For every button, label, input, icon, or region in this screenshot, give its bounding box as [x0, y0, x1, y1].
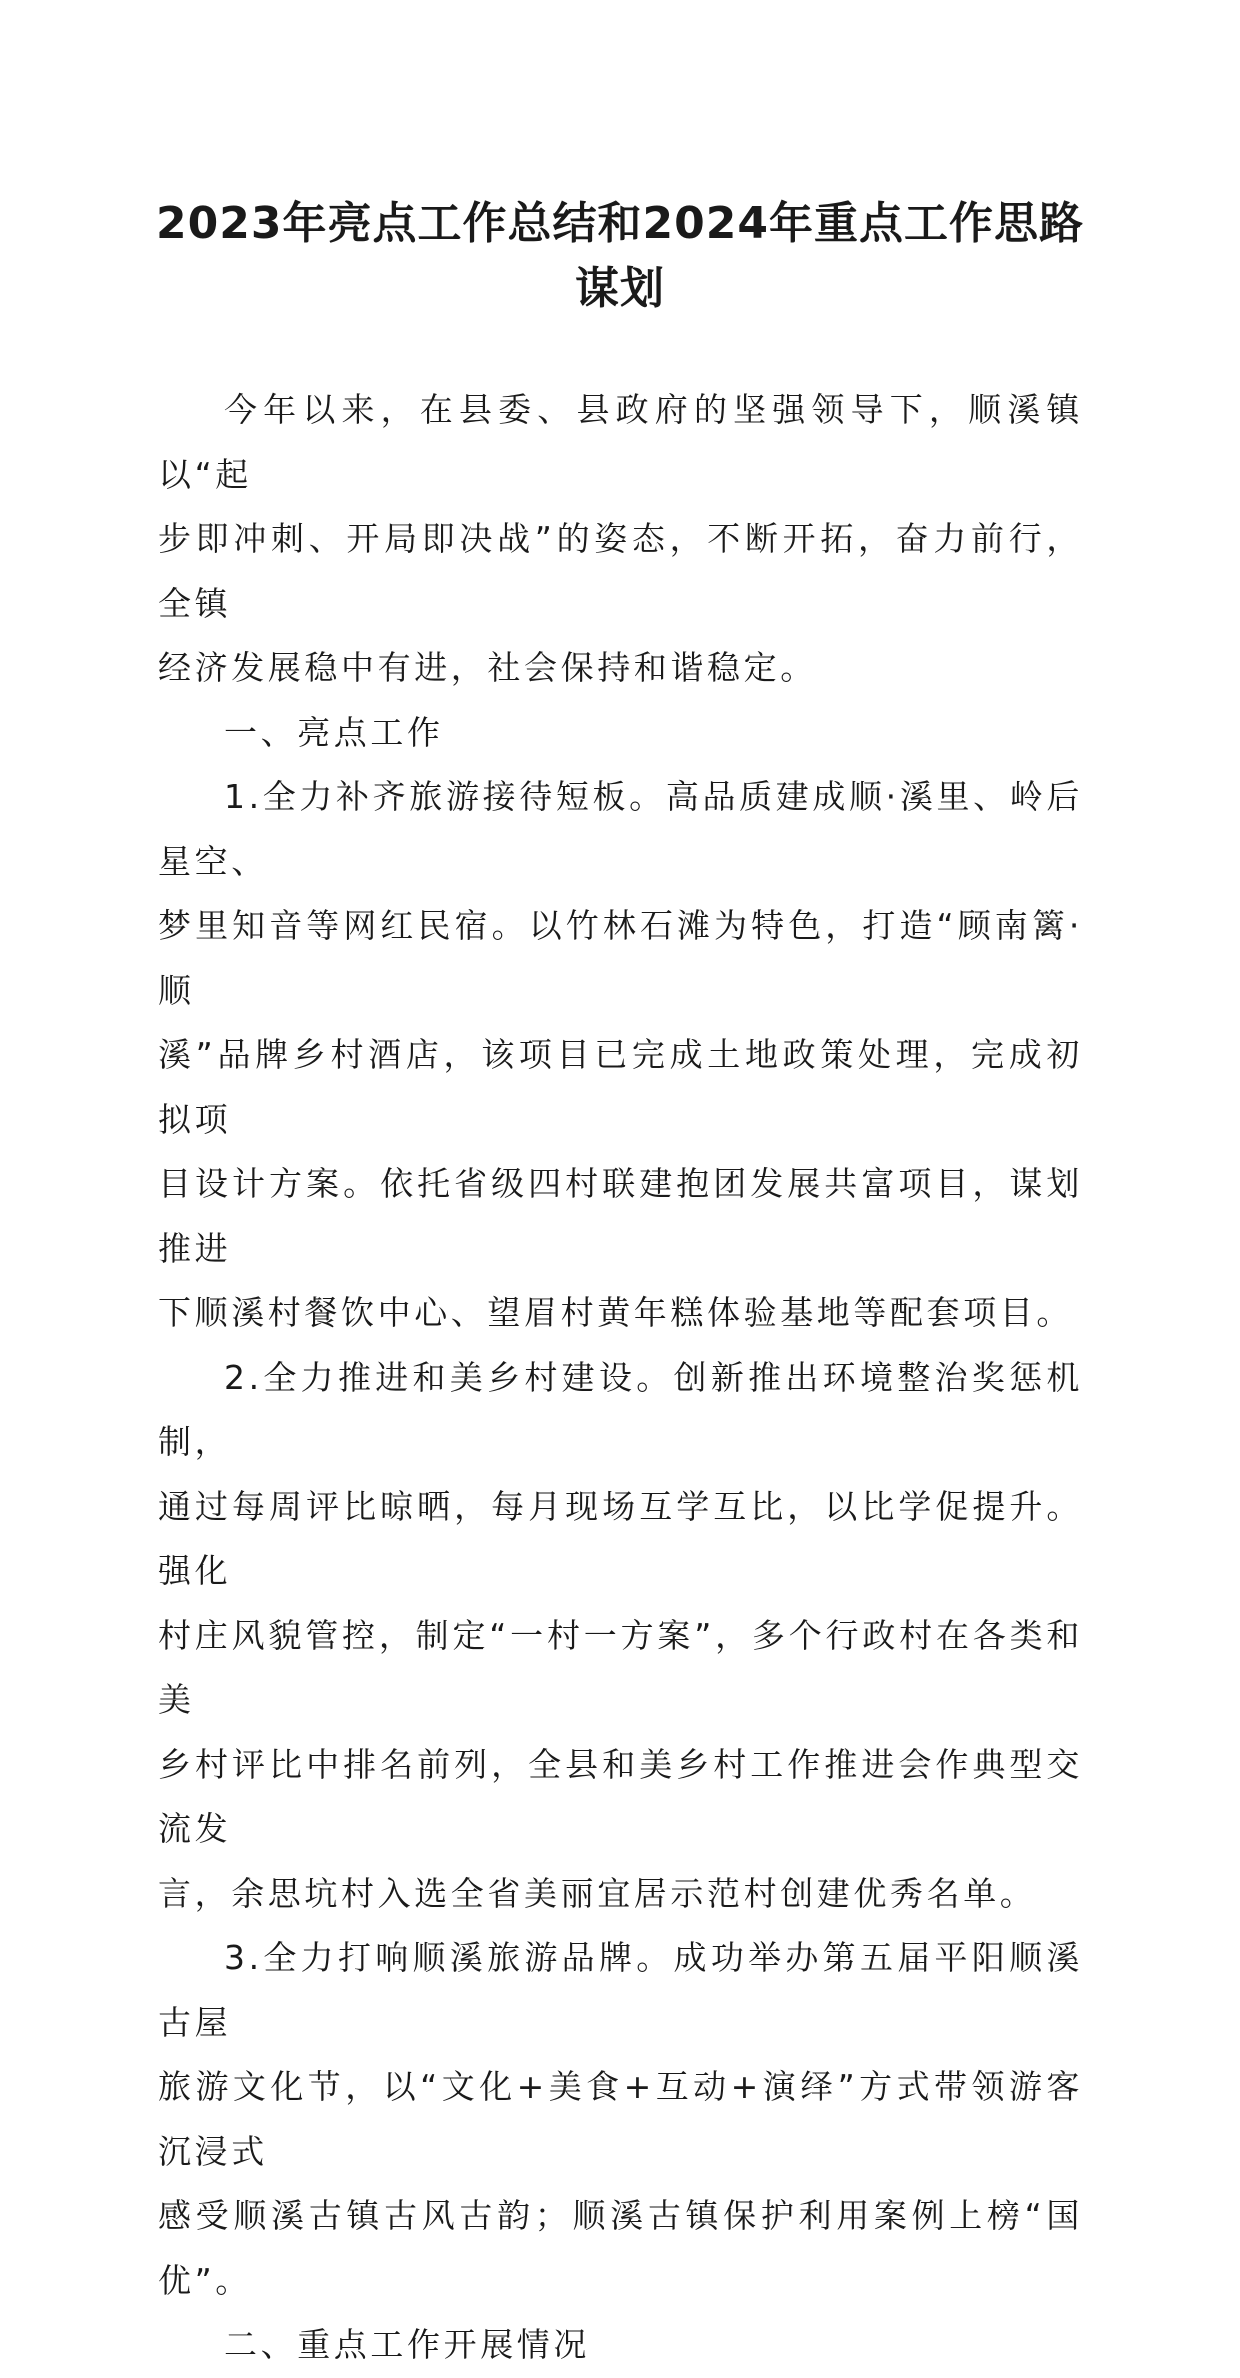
- intro-paragraph: 今年以来，在县委、县政府的坚强领导下，顺溪镇以“起 步即冲刺、开局即决战”的姿态，不断开拓，奋力前行，全镇 经济发展稳中有进，社会保持和谐稳定。: [158, 390, 1083, 687]
- document-body: [158, 378, 1083, 2378]
- document-title-line-1: 2023年亮点工作总结和2024年重点工作思路: [156, 198, 1084, 249]
- section-heading-highlights: 一、亮点工作: [224, 712, 444, 752]
- document-title-line-2: 谋划: [575, 263, 665, 314]
- section-heading-key-work: 二、重点工作开展情况: [224, 2325, 590, 2364]
- highlight-item-2: 2.全力推进和美乡村建设。创新推出环境整治奖惩机制， 通过每周评比晾晒，每月现场互学互比，以比学促提升。强化 村庄风貌管控，制定“一村一方案”，多个行政村在各类和美 乡村评比中排名前列，全县和美乡村工作推进会作典型交流发 言，余思坑村入选全省美丽宜居示范村创建优秀名单。: [158, 1357, 1083, 1913]
- highlight-item-1: 1.全力补齐旅游接待短板。高品质建成顺·溪里、岭后星空、 梦里知音等网红民宿。以竹林石滩为特色，打造“顾南篱·顺 溪”品牌乡村酒店，该项目已完成土地政策处理，完成初拟项 目设计方案。依托省级四村联建抱团发展共富项目，谋划推进 下顺溪村餐饮中心、望眉村黄年糕体验基地等配套项目。: [158, 777, 1083, 1332]
- highlight-item-3: 3.全力打响顺溪旅游品牌。成功举办第五届平阳顺溪古屋 旅游文化节，以“文化+美食+互动+演绎”方式带领游客沉浸式 感受顺溪古镇古风古韵；顺溪古镇保护利用案例上榜“国优”。: [158, 1938, 1083, 2300]
